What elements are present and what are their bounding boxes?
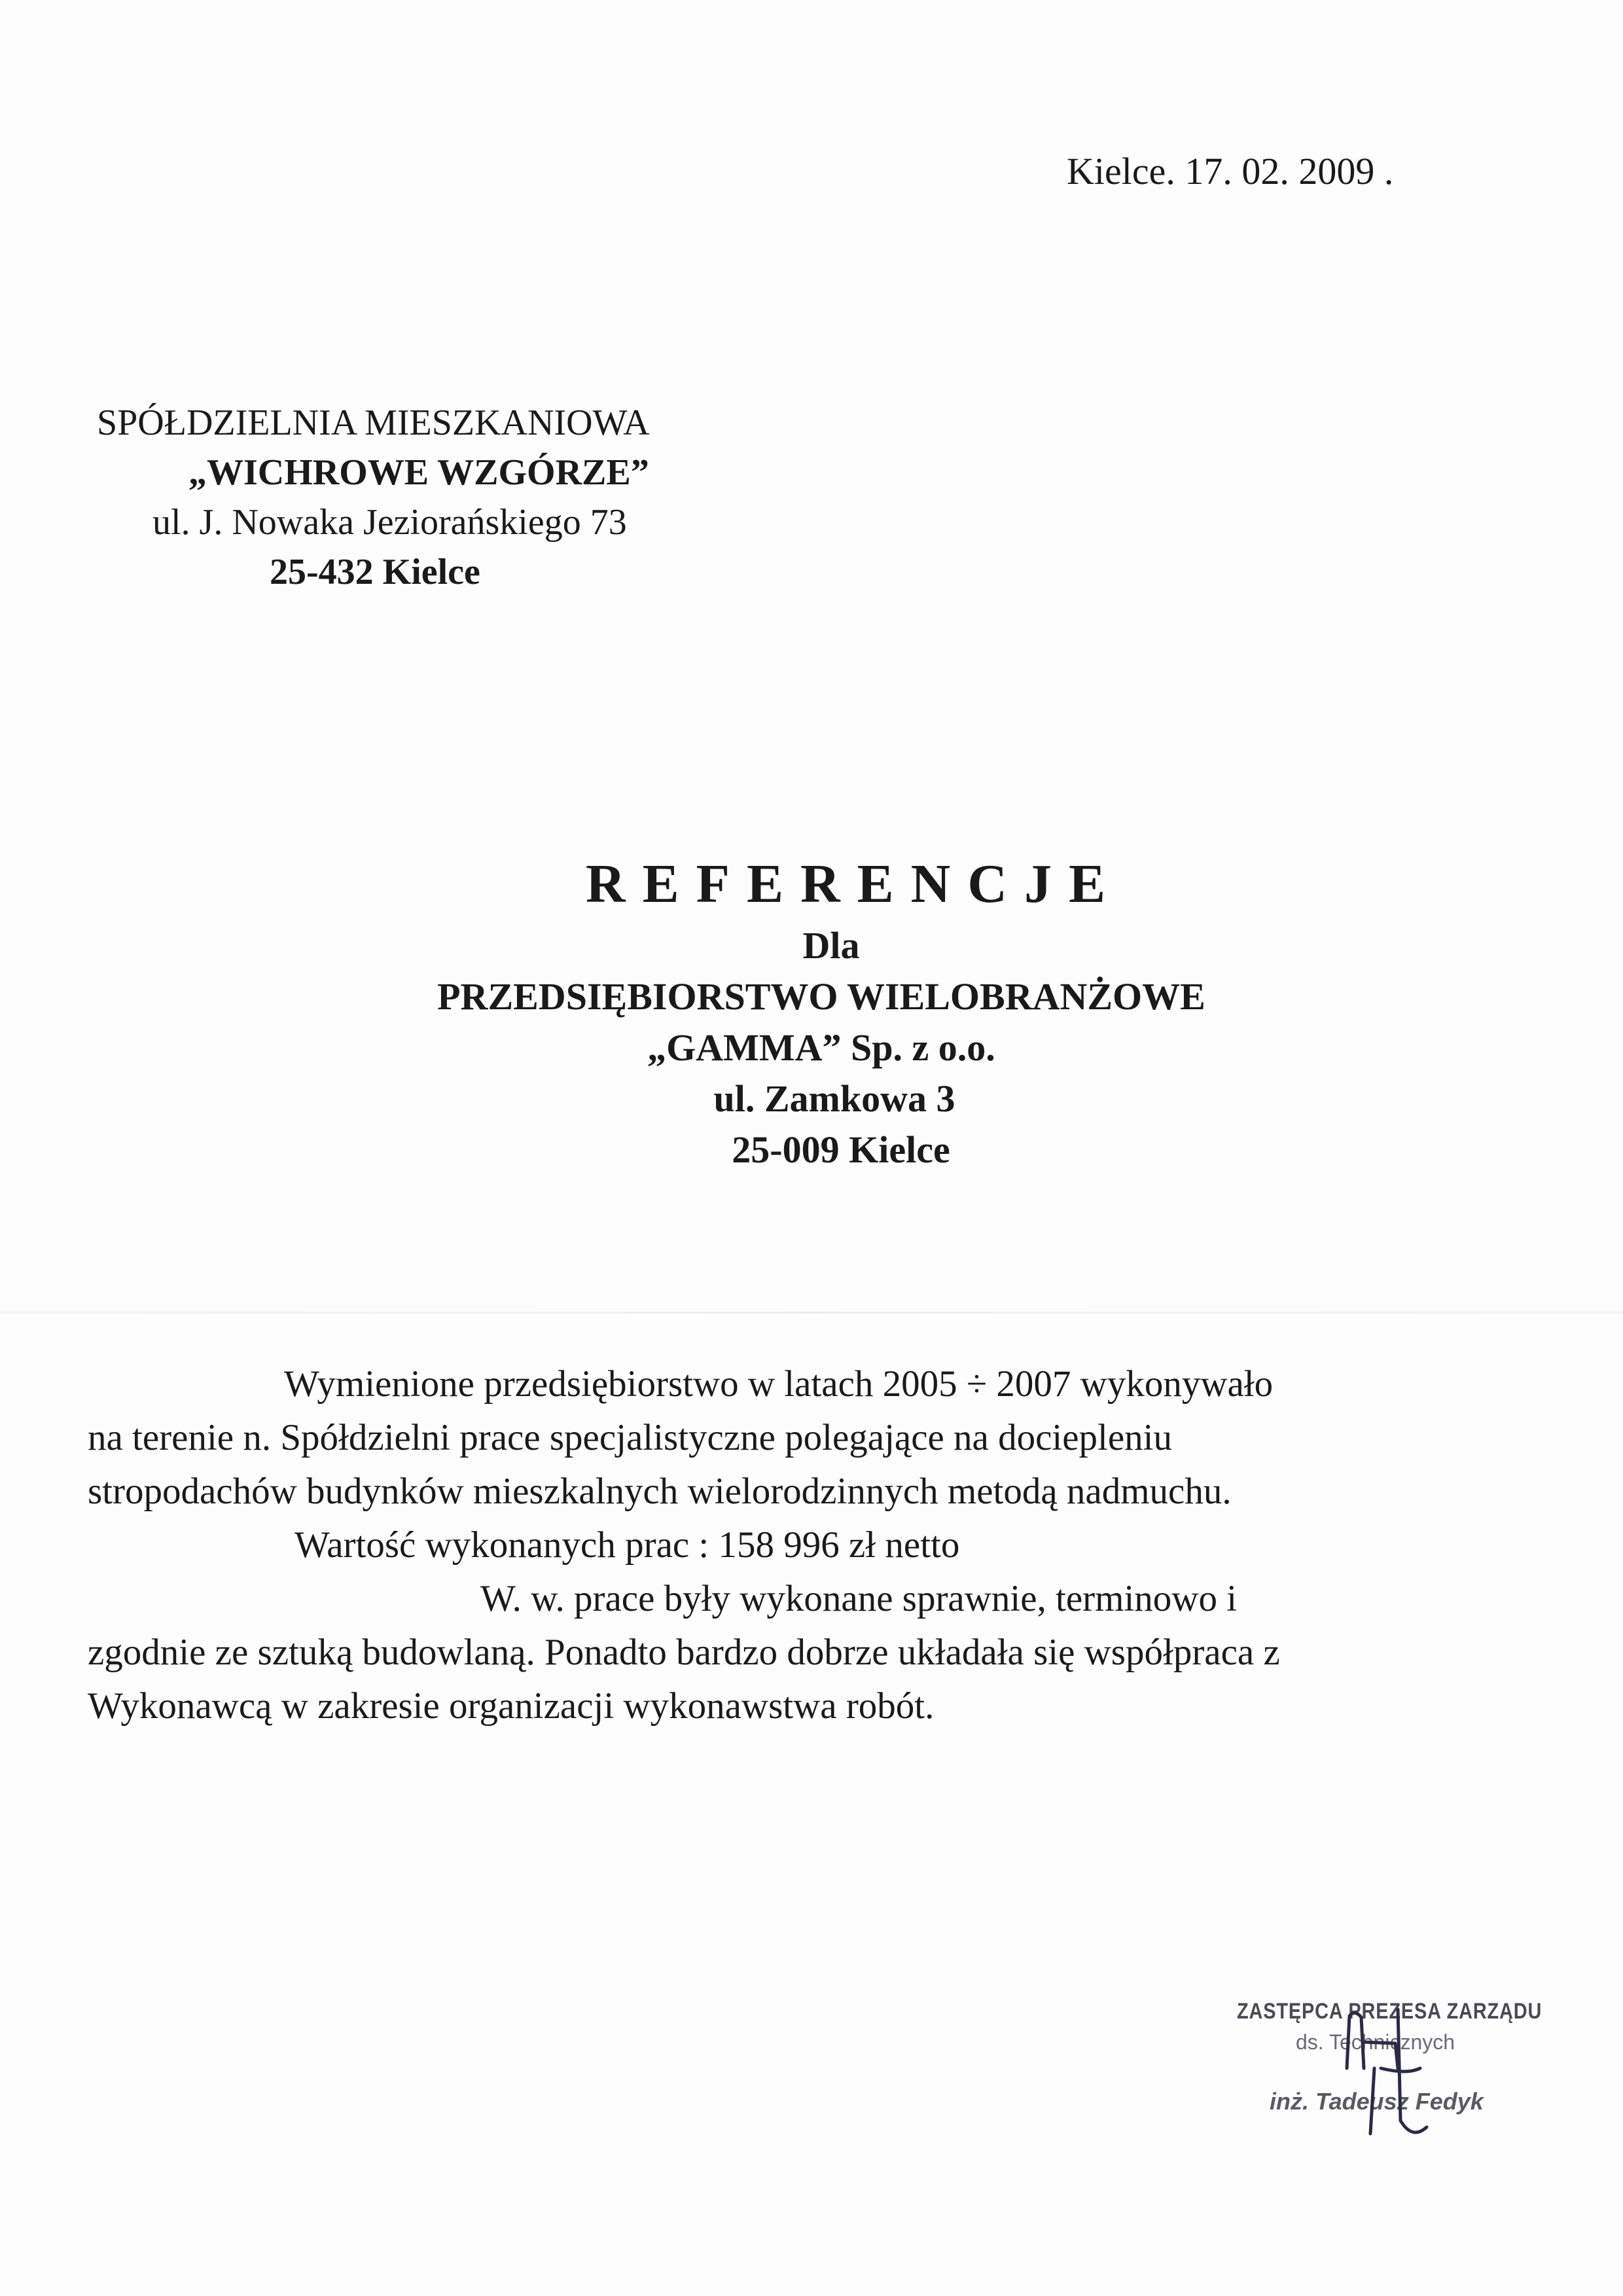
stamp-signatory: inż. Tadeusz Fedyk <box>1270 2088 1484 2115</box>
recipient-city: 25-009 Kielce <box>732 1128 950 1171</box>
body-line: Wykonawcą w zakresie organizacji wykonawstwa robót. <box>88 1685 935 1727</box>
body-line: W. w. prace były wykonane sprawnie, terminowo i <box>480 1578 1238 1619</box>
reference-body <box>88 1357 1554 1733</box>
body-line: Wartość wykonanych prac : 158 996 zł netto <box>294 1524 960 1566</box>
document-date: Kielce. 17. 02. 2009 . <box>1067 150 1394 192</box>
sender-city: 25-432 Kielce <box>270 552 480 592</box>
stamp-department: ds. Technicznych <box>1296 2030 1455 2054</box>
handwritten-signature <box>1335 1970 1479 2147</box>
body-line: na terenie n. Spółdzielni prace specjalistyczne polegające na dociepleniu <box>88 1417 1173 1458</box>
scan-fold-line <box>0 1312 1623 1314</box>
body-line: stropodachów budynków mieszkalnych wielorodzinnych metodą nadmuchu. <box>88 1471 1232 1512</box>
recipient-company-type: PRZEDSIĘBIORSTWO WIELOBRANŻOWE <box>437 975 1205 1018</box>
sender-name: „WICHROWE WZGÓRZE” <box>188 452 649 493</box>
recipient-prefix: Dla <box>802 924 860 967</box>
sender-street: ul. J. Nowaka Jeziorańskiego 73 <box>152 502 627 543</box>
sender-organization: SPÓŁDZIELNIA MIESZKANIOWA <box>97 403 650 443</box>
body-line: Wymienione przedsiębiorstwo w latach 2005 ÷ 2007 wykonywało <box>284 1363 1274 1405</box>
recipient-street: ul. Zamkowa 3 <box>713 1077 955 1120</box>
stamp-position: ZASTĘPCA PREZESA ZARZĄDU <box>1237 1999 1543 2024</box>
document-title: REFERENCJE <box>585 853 1123 914</box>
sender-address-block <box>97 398 882 597</box>
recipient-company-name: „GAMMA” Sp. z o.o. <box>647 1026 995 1069</box>
body-line: zgodnie ze sztuką budowlaną. Ponadto bardzo dobrze układała się współpraca z <box>88 1632 1280 1673</box>
heading-block <box>0 848 1623 1175</box>
